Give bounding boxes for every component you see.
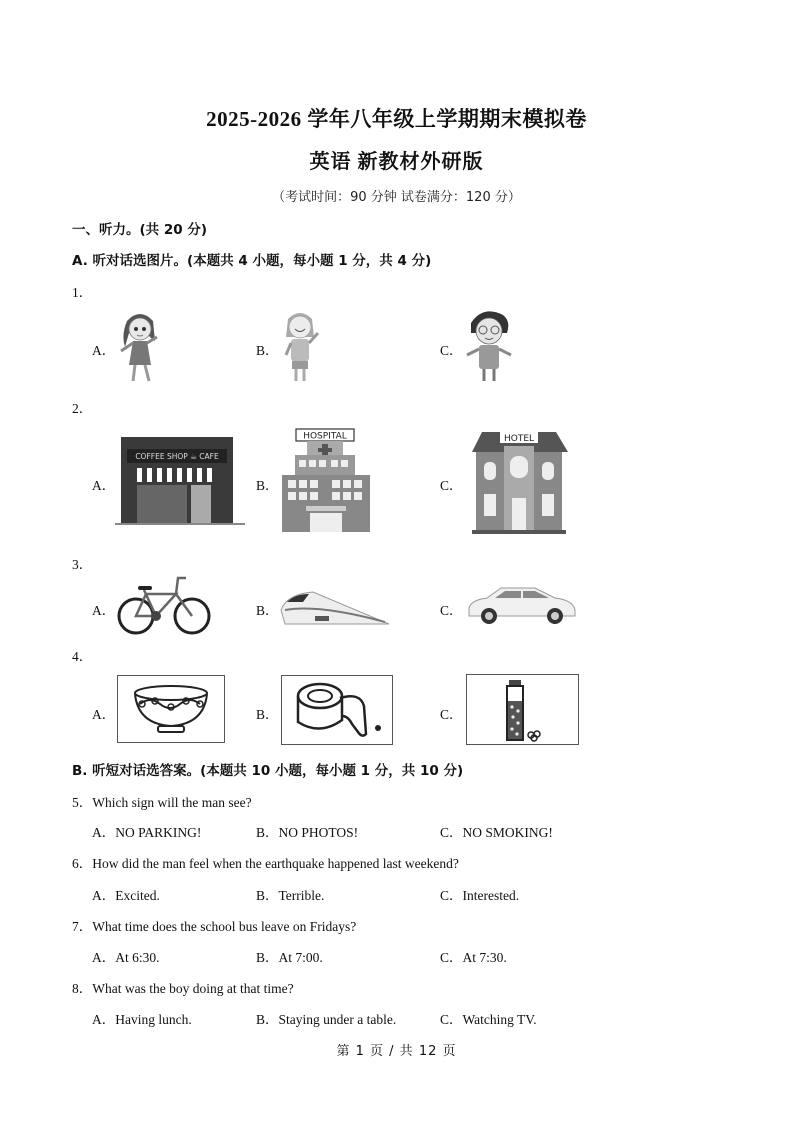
answer-option: A．Having lunch. xyxy=(92,1012,192,1027)
question-8 xyxy=(72,977,294,997)
pill-bottle-image xyxy=(466,674,579,745)
svg-text:HOSPITAL: HOSPITAL xyxy=(303,431,347,442)
answer-option: C．NO SMOKING! xyxy=(440,825,553,840)
question-7 xyxy=(72,915,356,935)
option-label: B． xyxy=(256,707,279,722)
question-number: 8． xyxy=(72,981,93,996)
bandage-roll-image xyxy=(281,675,393,745)
question-text: What was the boy doing at that time? xyxy=(92,981,294,996)
answer-option: A．NO PARKING! xyxy=(92,825,202,840)
svg-text:HOTEL: HOTEL xyxy=(503,434,535,444)
question-text: How did the man feel when the earthquake happened last weekend? xyxy=(92,856,459,871)
exam-subtitle: 英语 新教材外研版 xyxy=(309,151,484,173)
hotel-image xyxy=(466,426,572,536)
option-label: A． xyxy=(92,603,116,618)
answer-option: C．Interested. xyxy=(440,888,520,903)
option-label: A． xyxy=(92,707,116,722)
answer-option: B．Terrible. xyxy=(256,888,325,903)
answer-option: C．Watching TV. xyxy=(440,1012,537,1027)
question-number: 1． xyxy=(72,285,93,300)
bowl-image xyxy=(117,675,225,743)
page-indicator: 第 1 页 / 共 12 页 xyxy=(336,1044,457,1059)
car-image xyxy=(465,586,577,626)
answer-option: B．At 7:00. xyxy=(256,950,323,965)
question-text: Which sign will the man see? xyxy=(92,795,252,810)
option-label: A． xyxy=(92,343,116,358)
question-number: 5． xyxy=(72,795,93,810)
question-5 xyxy=(72,791,252,811)
question-6 xyxy=(72,852,459,872)
bicycle-image xyxy=(116,574,212,636)
question-number: 6． xyxy=(72,856,93,871)
option-label: C． xyxy=(440,343,463,358)
girl-short-hair-image xyxy=(278,307,326,385)
answer-option: A．At 6:30. xyxy=(92,950,160,965)
option-label: A． xyxy=(92,478,116,493)
answer-option: B．Staying under a table. xyxy=(256,1012,397,1027)
question-number: 3． xyxy=(72,557,93,572)
question-text: What time does the school bus leave on Fridays? xyxy=(92,919,357,934)
svg-text:COFFEE SHOP ☕ CAFE: COFFEE SHOP ☕ CAFE xyxy=(135,452,219,461)
option-label: B． xyxy=(256,603,279,618)
option-label: C． xyxy=(440,603,463,618)
option-label: C． xyxy=(440,707,463,722)
part-one-heading: 一、听力。(共 20 分) xyxy=(72,222,208,238)
question-number: 2． xyxy=(72,401,93,416)
boy-glasses-image xyxy=(463,305,515,385)
answer-option: B．NO PHOTOS! xyxy=(256,825,359,840)
answer-option: C．At 7:30. xyxy=(440,950,507,965)
option-label: B． xyxy=(256,478,279,493)
high-speed-train-image xyxy=(279,588,391,628)
section-b-heading: B. 听短对话选答案。(本题共 10 小题，每小题 1 分，共 10 分) xyxy=(72,763,464,779)
hospital-image xyxy=(280,428,380,534)
question-number: 4． xyxy=(72,649,93,664)
exam-title: 2025-2026 学年八年级上学期期末模拟卷 xyxy=(206,107,587,131)
option-label: C． xyxy=(440,478,463,493)
question-number: 7． xyxy=(72,919,93,934)
section-a-heading: A. 听对话选图片。(本题共 4 小题，每小题 1 分，共 4 分) xyxy=(72,253,432,269)
coffee-shop-image xyxy=(115,437,245,527)
answer-option: A．Excited. xyxy=(92,888,160,903)
girl-ponytail-image xyxy=(115,307,165,385)
exam-info: （考试时间：90 分钟 试卷满分：120 分） xyxy=(272,190,521,205)
option-label: B． xyxy=(256,343,279,358)
